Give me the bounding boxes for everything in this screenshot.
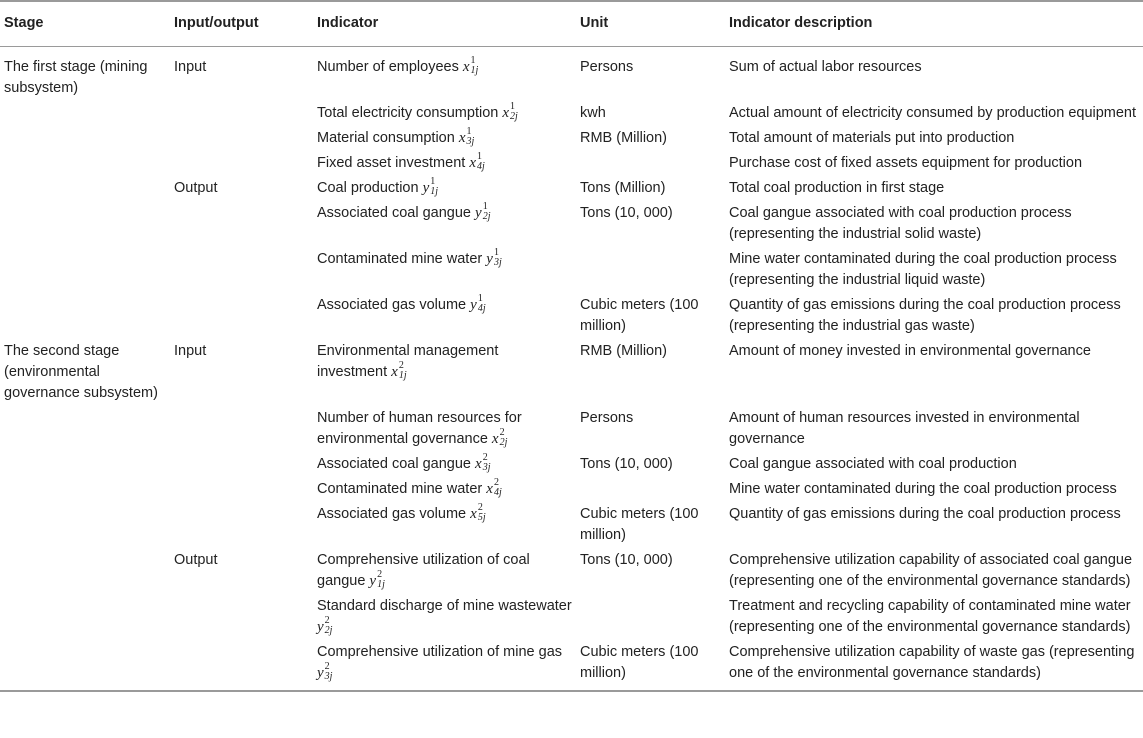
cell-unit: RMB (Million) [580, 130, 667, 146]
table-header [0, 1, 1143, 47]
cell-stage [0, 548, 170, 594]
symbol-superscript: 1 [482, 200, 488, 212]
indicator-label: Associated coal gangue [317, 205, 471, 221]
indicator-symbol [491, 426, 508, 448]
cell-indicator-description: Total amount of materials put into production [729, 130, 1015, 146]
symbol-superscript: 2 [324, 660, 330, 672]
indicator-label: Comprehensive utilization of mine gas [317, 644, 563, 660]
symbol-subscript: 2j [324, 624, 333, 636]
symbol-superscript: 2 [482, 451, 488, 463]
header-unit: Unit [576, 1, 725, 47]
symbol-variable: y [486, 251, 493, 267]
table-row [0, 47, 1143, 102]
cell-input-output: Output [174, 552, 218, 568]
symbol-indices [478, 503, 486, 523]
indicator-label: Comprehensive utilization of coal gangue [317, 552, 530, 589]
cell-indicator [313, 126, 576, 151]
indicator-label: Material consumption [317, 130, 455, 146]
cell-indicator [313, 477, 576, 502]
table-row [0, 201, 1143, 247]
indicator-symbol [470, 501, 486, 523]
cell-stage: The first stage (mining subsystem) [4, 59, 148, 96]
cell-indicator-description: Comprehensive utilization capability of associated coal gangue (representing one of the environmental governance standards) [729, 552, 1133, 589]
indicator-label: Environmental management investment [317, 343, 499, 380]
symbol-variable: y [470, 297, 477, 313]
cell-input-output [170, 201, 313, 247]
symbol-indices [500, 428, 508, 448]
symbol-subscript: 1j [470, 64, 479, 76]
indicator-symbol [391, 359, 407, 381]
table-row [0, 502, 1143, 548]
cell-indicator [313, 47, 576, 102]
cell-input-output [170, 247, 313, 293]
table-body [0, 47, 1143, 692]
cell-indicator [313, 640, 576, 691]
indicator-label: Fixed asset investment [317, 155, 466, 171]
cell-indicator [313, 101, 576, 126]
cell-input-output: Input [174, 59, 207, 75]
header-stage: Stage [0, 1, 170, 47]
cell-indicator [313, 151, 576, 176]
header-input-output: Input/output [170, 1, 313, 47]
cell-indicator-description: Amount of money invested in environmental governance [729, 343, 1091, 359]
cell-indicator [313, 201, 576, 247]
symbol-superscript: 1 [466, 125, 472, 137]
symbol-superscript: 1 [470, 54, 476, 66]
cell-indicator [313, 502, 576, 548]
table-row [0, 101, 1143, 126]
cell-unit: RMB (Million) [580, 343, 667, 359]
cell-unit: Tons (10, 000) [580, 552, 673, 568]
table-row [0, 126, 1143, 151]
cell-stage [0, 640, 170, 691]
indicator-symbol [462, 54, 479, 76]
indicator-symbol [469, 150, 485, 172]
cell-input-output [170, 594, 313, 640]
symbol-subscript: 5j [477, 511, 486, 523]
symbol-variable: x [469, 155, 476, 171]
symbol-subscript: 3j [482, 461, 491, 473]
symbol-subscript: 2j [510, 110, 518, 122]
symbol-indices [325, 616, 333, 636]
indicator-symbol [475, 451, 491, 473]
symbol-superscript: 2 [499, 426, 505, 438]
symbol-superscript: 1 [493, 246, 499, 258]
cell-unit: Cubic meters (100 million) [580, 297, 699, 334]
table-row [0, 452, 1143, 477]
indicator-symbol [458, 125, 475, 147]
symbol-indices [399, 361, 407, 381]
cell-indicator-description: Quantity of gas emissions during the coal production process (representing the industrial gas waste) [729, 297, 1121, 334]
symbol-indices [483, 453, 491, 473]
cell-stage [0, 247, 170, 293]
symbol-superscript: 1 [510, 100, 516, 112]
cell-indicator-description: Purchase cost of fixed assets equipment for production [729, 155, 1083, 171]
symbol-indices [510, 102, 518, 122]
table-row [0, 594, 1143, 640]
cell-indicator-description: Mine water contaminated during the coal production process (representing the industrial liquid waste) [729, 251, 1117, 288]
cell-stage [0, 406, 170, 452]
cell-unit: Cubic meters (100 million) [576, 640, 725, 691]
indicator-label: Number of human resources for environmental governance [317, 410, 522, 447]
table-row [0, 293, 1143, 339]
cell-indicator [313, 548, 576, 594]
symbol-subscript: 4j [493, 486, 502, 498]
cell-indicator [313, 176, 576, 201]
symbol-indices [325, 662, 333, 682]
cell-indicator-description: Mine water contaminated during the coal production process [729, 481, 1117, 497]
symbol-subscript: 3j [493, 256, 502, 268]
indicator-symbol [486, 476, 502, 498]
symbol-subscript: 2j [482, 210, 491, 222]
cell-input-output [170, 126, 313, 151]
symbol-variable: y [369, 573, 377, 589]
symbol-indices [494, 248, 502, 268]
cell-indicator [313, 594, 576, 640]
cell-input-output [170, 640, 313, 691]
symbol-subscript: 4j [477, 302, 486, 314]
cell-indicator-description: Total coal production in first stage [729, 180, 945, 196]
symbol-indices [430, 177, 438, 197]
indicator-label: Coal production [317, 180, 419, 196]
table-row [0, 477, 1143, 502]
symbol-superscript: 1 [477, 150, 482, 162]
indicator-label: Total electricity consumption [317, 105, 499, 121]
indicator-symbol [422, 175, 439, 197]
indicator-label: Associated coal gangue [317, 456, 471, 472]
cell-stage [0, 201, 170, 247]
symbol-subscript: 3j [466, 135, 475, 147]
cell-unit: Tons (10, 000) [580, 456, 673, 472]
table-row [0, 176, 1143, 201]
indicator-label: Contaminated mine water [317, 481, 483, 497]
indicator-label: Standard discharge of mine wastewater [317, 598, 572, 614]
cell-stage [0, 477, 170, 502]
indicator-symbol [475, 200, 491, 222]
symbol-superscript: 2 [493, 476, 499, 488]
cell-indicator-description: Sum of actual labor resources [729, 59, 922, 75]
table-row [0, 151, 1143, 176]
cell-stage [0, 293, 170, 339]
symbol-variable: y [475, 205, 482, 221]
cell-indicator-description: Amount of human resources invested in environmental governance [729, 410, 1080, 447]
symbol-variable: x [470, 506, 477, 522]
table-row [0, 339, 1143, 406]
cell-input-output [170, 293, 313, 339]
cell-indicator-description: Quantity of gas emissions during the coal production process [729, 506, 1121, 522]
symbol-indices [478, 294, 486, 314]
cell-input-output [170, 101, 313, 126]
cell-input-output: Input [174, 343, 207, 359]
table-row [0, 548, 1143, 594]
symbol-variable: y [422, 180, 430, 196]
cell-unit: Tons (10, 000) [580, 205, 673, 221]
symbol-variable: y [317, 665, 324, 681]
symbol-subscript: 2j [499, 436, 508, 448]
cell-unit [576, 477, 725, 502]
cell-stage: The second stage (environmental governance subsystem) [4, 343, 158, 401]
symbol-subscript: 3j [324, 670, 333, 682]
header-row [0, 1, 1143, 47]
indicator-symbol [317, 614, 333, 636]
symbol-variable: x [475, 456, 482, 472]
indicator-label: Contaminated mine water [317, 251, 483, 267]
indicator-label: Number of employees [317, 59, 459, 75]
symbol-subscript: 1j [430, 185, 439, 197]
cell-unit [576, 151, 725, 176]
cell-stage [0, 452, 170, 477]
symbol-superscript: 2 [324, 614, 330, 626]
cell-input-output: Output [174, 180, 218, 196]
cell-unit: Persons [580, 59, 634, 75]
symbol-variable: x [502, 105, 510, 121]
symbol-variable: x [391, 364, 398, 380]
cell-stage [0, 101, 170, 126]
symbol-indices [471, 56, 479, 76]
cell-unit: Tons (Million) [580, 180, 666, 196]
symbol-variable: x [491, 431, 499, 447]
cell-unit [576, 594, 725, 640]
cell-unit: Cubic meters (100 million) [580, 506, 699, 543]
cell-unit [576, 247, 725, 293]
symbol-variable: x [462, 59, 470, 75]
symbol-subscript: 1j [377, 578, 385, 590]
cell-indicator-description: Coal gangue associated with coal production process (representing the industrial solid waste) [729, 205, 1072, 242]
symbol-indices [377, 570, 385, 590]
indicator-label: Associated gas volume [317, 506, 467, 522]
indicator-label: Associated gas volume [317, 297, 467, 313]
cell-indicator [313, 293, 576, 339]
cell-input-output [170, 151, 313, 176]
symbol-superscript: 2 [398, 359, 404, 371]
cell-stage [0, 502, 170, 548]
cell-indicator-description: Treatment and recycling capability of contaminated mine water (representing one of the environmental governance standards) [729, 598, 1131, 635]
symbol-indices [477, 152, 485, 172]
header-indicator-description: Indicator description [725, 1, 1143, 47]
cell-stage [0, 126, 170, 151]
cell-indicator [313, 406, 576, 452]
cell-indicator-description: Actual amount of electricity consumed by production equipment [729, 105, 1137, 121]
symbol-indices [467, 127, 475, 147]
cell-unit: kwh [580, 105, 606, 121]
cell-stage [0, 176, 170, 201]
cell-indicator-description: Coal gangue associated with coal production [729, 456, 1017, 472]
table-row [0, 406, 1143, 452]
cell-indicator-description: Comprehensive utilization capability of waste gas (representing one of the environmental governance standards) [725, 640, 1143, 691]
cell-stage [0, 151, 170, 176]
cell-indicator [313, 339, 576, 406]
symbol-superscript: 2 [377, 568, 383, 580]
symbol-superscript: 1 [430, 175, 436, 187]
indicator-symbol [486, 246, 502, 268]
cell-indicator [313, 247, 576, 293]
cell-indicator [313, 452, 576, 477]
symbol-indices [494, 478, 502, 498]
cell-input-output [170, 406, 313, 452]
symbol-variable: y [317, 619, 324, 635]
symbol-variable: x [458, 130, 466, 146]
indicator-symbol [502, 100, 518, 122]
cell-input-output [170, 502, 313, 548]
symbol-superscript: 1 [477, 292, 483, 304]
indicator-symbol [317, 660, 333, 682]
symbol-subscript: 4j [477, 160, 485, 172]
cell-input-output [170, 452, 313, 477]
symbol-indices [483, 202, 491, 222]
indicator-symbol [470, 292, 486, 314]
indicator-symbol [369, 568, 385, 590]
symbol-variable: x [486, 481, 493, 497]
symbol-subscript: 1j [398, 369, 407, 381]
table-row [0, 247, 1143, 293]
symbol-superscript: 2 [477, 501, 483, 513]
cell-unit: Persons [580, 410, 634, 426]
table-row [0, 640, 1143, 691]
cell-stage [0, 594, 170, 640]
cell-input-output [170, 477, 313, 502]
header-indicator: Indicator [313, 1, 576, 47]
